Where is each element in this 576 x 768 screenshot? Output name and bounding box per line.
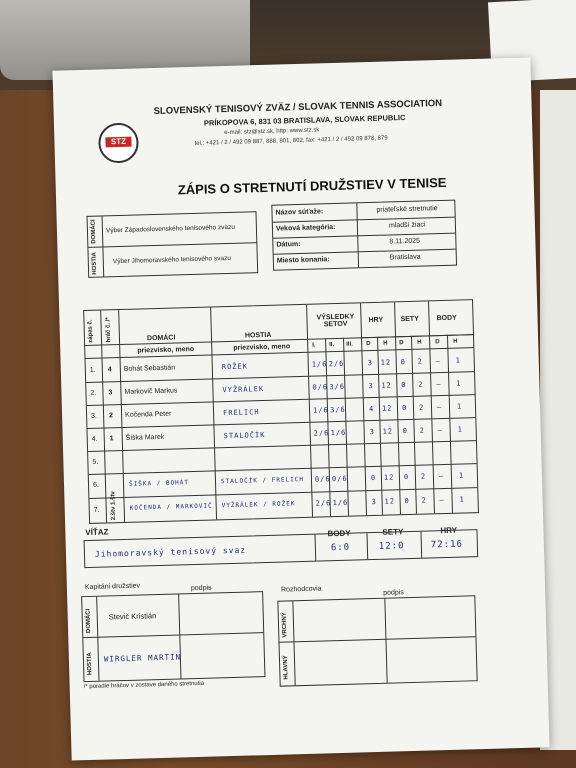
- row1-points-h: 1: [455, 356, 462, 365]
- row7-no: 7.: [93, 506, 100, 514]
- header-home: DOMÁCI: [146, 334, 176, 343]
- row6-games-d: 0: [370, 473, 377, 483]
- row7-sets-h: 2: [421, 496, 427, 505]
- header-sets-d: D: [399, 340, 404, 347]
- row1-set2: 2/6: [328, 359, 345, 369]
- row3-set1: 1/6: [312, 406, 329, 415]
- competition-box: [271, 200, 457, 271]
- row6-points-h: 1: [458, 471, 465, 480]
- association-address: PRÍKOPOVA 6, 831 03 BRATISLAVA, SLOVAK REPUBLIC: [203, 112, 406, 128]
- header-home-sub: priezvisko, meno: [137, 345, 195, 355]
- row2-sets-d: 0: [401, 381, 407, 390]
- winner-team: Jihomoravský tenisový svaz: [94, 545, 247, 559]
- captain-away-name: WIRGLER MARTIN: [103, 652, 182, 664]
- referees-box: [277, 595, 477, 686]
- competition-value-2: mladší žiaci: [388, 221, 426, 230]
- row3-no: 3.: [91, 412, 98, 420]
- row7-home: KOČENDA / MARKOVIČ: [129, 502, 213, 512]
- teams-away-label: HOSTIA: [91, 251, 99, 275]
- competition-value-3: 8.11.2025: [389, 237, 421, 246]
- row4-games-d: 3: [369, 427, 375, 437]
- away-team-name: Výber Jihomoravského tenisového svazu: [112, 254, 232, 266]
- row6-games-h: 12: [383, 473, 395, 482]
- captains-home-label: DOMÁCI: [85, 608, 93, 634]
- association-name: SLOVENSKÝ TENISOVÝ ZVÄZ / SLOVAK TENNIS ASSOCIATION: [153, 97, 443, 117]
- row3-sets-h: 2: [418, 403, 425, 412]
- match-record-sheet: [52, 57, 549, 760]
- header-set-1: I.: [312, 342, 316, 349]
- header-set-3: III.: [346, 341, 353, 348]
- winner-points: 6:0: [330, 542, 351, 554]
- row6-set2: 0/6: [331, 474, 348, 484]
- header-away-sub: priezvisko, meno: [233, 343, 291, 352]
- row4-away: STALOČÍK: [223, 431, 266, 441]
- row4-rank: 1: [109, 435, 114, 443]
- teams-home-label: DOMÁCI: [90, 219, 98, 244]
- row1-rank: 4: [107, 366, 112, 374]
- row4-sets-d: 0: [402, 427, 408, 436]
- row7-away: VYŽRÁLEK / ROŽEK: [221, 500, 296, 510]
- stz-logo-text: STZ: [105, 137, 131, 148]
- header-set-2: II.: [329, 342, 335, 349]
- header-away: HOSTIA: [244, 331, 272, 340]
- row4-points-d: –: [437, 426, 443, 435]
- competition-value-4: Bratislava: [389, 253, 421, 262]
- row4-no: 4.: [91, 435, 98, 443]
- row2-games-h: 12: [381, 381, 392, 390]
- header-games-d: D: [366, 341, 371, 348]
- footnote: /* poradie hráčov v zostave daného stretnutia: [83, 680, 205, 691]
- captains-box: [81, 591, 265, 682]
- row7-games-d: 3: [371, 497, 377, 507]
- competition-label-2: Veková kategória:: [275, 223, 336, 233]
- row1-games-d: 3: [367, 358, 374, 368]
- row6-home: ŠIŠKA / BOHÁT: [128, 479, 190, 488]
- row6-no: 6.: [92, 481, 99, 489]
- row5-no: 5.: [92, 458, 99, 466]
- row4-set1: 2/6: [313, 429, 330, 438]
- competition-label-3: Dátum:: [276, 240, 301, 249]
- row2-home: Markovič Markus: [124, 387, 178, 396]
- referee-upper-label: VRCHNÝ: [281, 612, 289, 638]
- header-player-no: hráč č. /*: [105, 317, 113, 343]
- row2-set1: 0/6: [312, 383, 329, 392]
- doubles-label: 2.štv 1.štv: [110, 491, 118, 521]
- row1-no: 1.: [89, 366, 96, 374]
- row4-sets-h: 2: [419, 426, 425, 435]
- row2-points-d: –: [436, 380, 442, 389]
- row1-home: Bohát Sebastián: [123, 364, 176, 373]
- referees-signature-label: podpis: [383, 589, 404, 597]
- row3-games-h: 12: [381, 404, 393, 413]
- row1-set1: 1/6: [311, 360, 328, 369]
- row3-away: FRELICH: [222, 408, 260, 418]
- winner-box: [84, 529, 479, 568]
- competition-label-1: Názov súťaže:: [275, 208, 324, 217]
- captains-away-label: HOSTIA: [86, 652, 94, 676]
- competition-value-1: priateľské stretnutie: [376, 205, 438, 214]
- row2-no: 2.: [90, 389, 97, 397]
- header-match-no: zápas č.: [87, 319, 95, 343]
- row6-points-d: –: [438, 472, 445, 481]
- row2-games-d: 3: [368, 381, 374, 391]
- header-set-results: VÝSLEDKY SETOV: [316, 313, 355, 329]
- row4-points-h: 1: [457, 425, 463, 434]
- row7-games-h: 12: [384, 497, 396, 506]
- row1-points-d: –: [435, 357, 442, 366]
- winner-points-label: BODY: [327, 528, 351, 539]
- captain-home-name: Stevič Kristián: [108, 611, 157, 622]
- winner-sets-label: SETY: [382, 527, 404, 537]
- association-email: e-mail: stz@stz.sk, http: www.stz.sk: [224, 127, 320, 137]
- row1-sets-d: 0: [400, 358, 407, 367]
- row7-sets-d: 0: [404, 496, 410, 506]
- row3-set2: 3/6: [329, 405, 346, 415]
- header-games: HRY: [368, 316, 384, 325]
- row7-points-d: –: [439, 496, 445, 505]
- row2-rank: 3: [108, 389, 113, 397]
- winner-sets: 12:0: [378, 541, 405, 552]
- row3-sets-d: 0: [401, 404, 408, 413]
- association-phone: tel.: +421 / 2 / 492 09 887, 888, 801, 802, fax: +421 / 2 / 492 09 878, 879: [194, 135, 388, 147]
- header-points-d: D: [435, 339, 440, 346]
- header-points: BODY: [436, 314, 457, 323]
- teams-box: [87, 211, 259, 278]
- row4-games-h: 12: [382, 427, 394, 436]
- row2-points-h: 1: [456, 379, 462, 388]
- row2-sets-h: 2: [418, 380, 424, 389]
- header-sets-h: H: [417, 339, 422, 346]
- row6-away: STALOČÍK / FRELICH: [220, 475, 305, 486]
- winner-games: 72:16: [430, 539, 464, 551]
- row1-sets-h: 2: [417, 357, 424, 366]
- row4-set2: 1/6: [330, 428, 347, 438]
- row3-points-h: 1: [456, 402, 463, 411]
- row6-set1: 0/6: [314, 475, 331, 484]
- document-title: ZÁPIS O STRETNUTÍ DRUŽSTIEV V TENISE: [177, 174, 447, 198]
- row3-points-d: –: [436, 403, 443, 412]
- row3-games-d: 4: [368, 404, 375, 414]
- row3-home: Kočenda Peter: [125, 410, 172, 419]
- row7-set2: 1/6: [332, 498, 349, 508]
- row2-set2: 3/6: [329, 382, 346, 392]
- row1-games-h: 12: [380, 358, 392, 367]
- row1-away: ROŽEK: [221, 362, 248, 372]
- row4-home: Šiška Marek: [125, 433, 165, 442]
- competition-label-4: Miesto konania:: [276, 256, 330, 265]
- captains-signature-label: podpis: [190, 584, 212, 593]
- stz-logo: [98, 122, 139, 163]
- home-team-name: Výber Západoslovenského tenisového zväzu: [105, 223, 235, 235]
- row7-points-h: 1: [459, 495, 465, 504]
- row6-sets-h: 2: [420, 472, 427, 481]
- row7-set1: 2/6: [315, 499, 332, 508]
- row3-rank: 2: [109, 412, 114, 420]
- header-games-h: H: [383, 340, 388, 347]
- winner-games-label: HRY: [440, 525, 458, 536]
- winner-label: VÍŤAZ: [85, 527, 109, 538]
- header-sets: SETY: [400, 315, 419, 324]
- referee-main-label: HLAVNÝ: [282, 655, 290, 680]
- row2-away: VYŽRÁLEK: [222, 385, 265, 395]
- captains-title: Kapitáni družstiev: [84, 582, 141, 592]
- row6-sets-d: 0: [403, 473, 410, 482]
- header-points-h: H: [453, 338, 458, 345]
- results-table: [83, 299, 479, 524]
- referees-title: Rozhodcovia: [280, 585, 322, 594]
